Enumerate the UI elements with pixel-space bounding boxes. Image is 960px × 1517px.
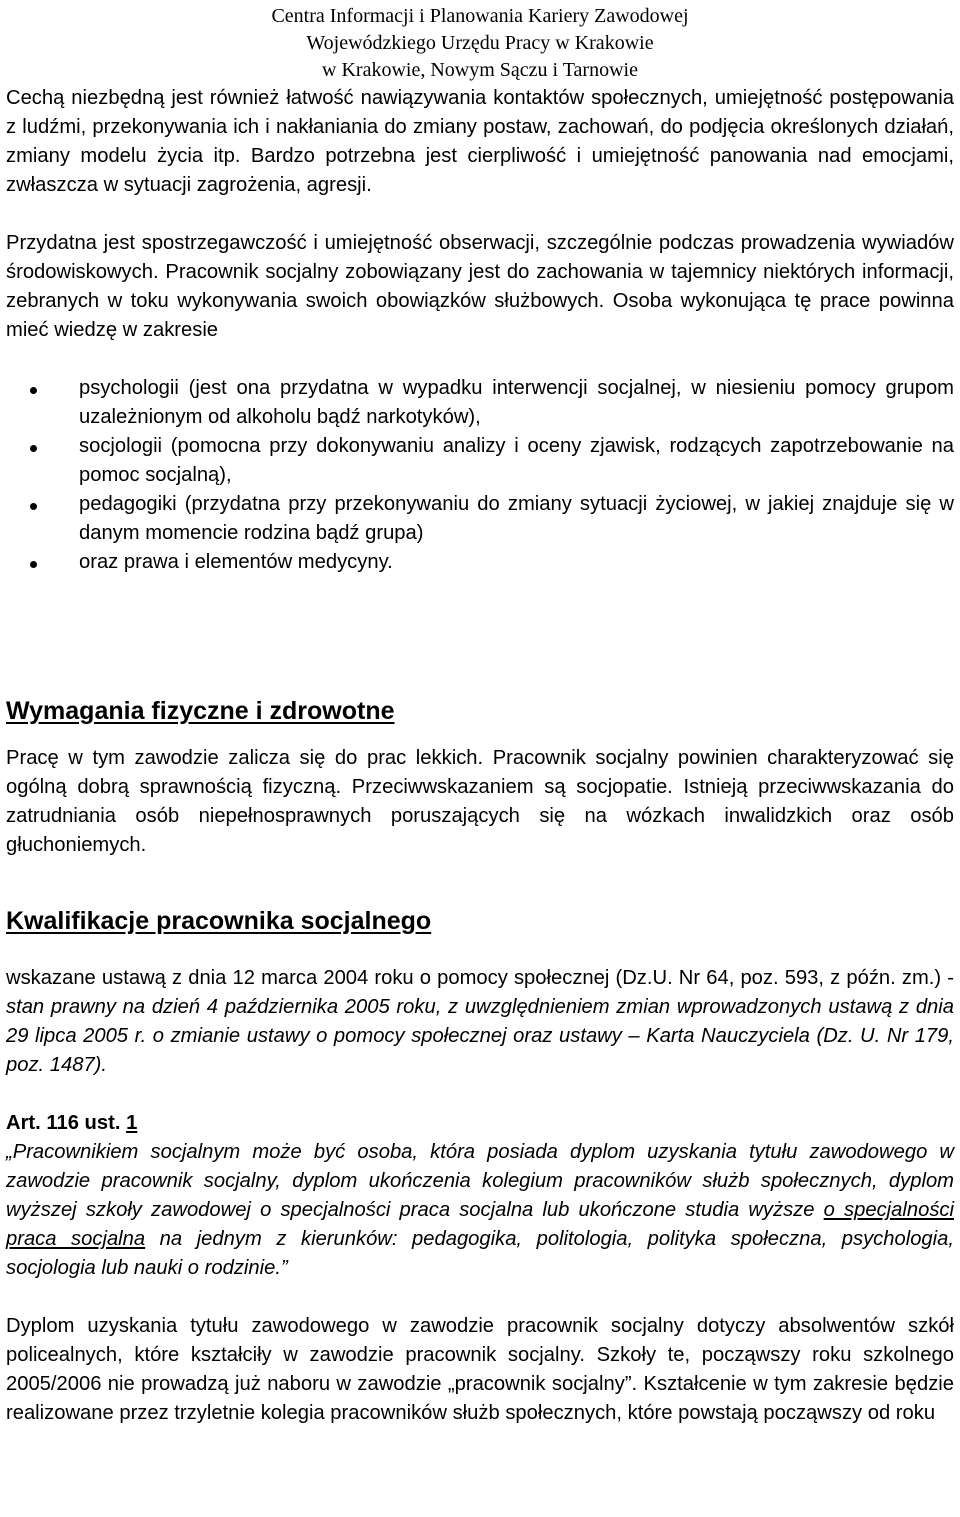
paragraph-physical-requirements: Pracę w tym zawodzie zalicza się do prac lekkich. Pracownik socjalny powinien charakteryzować się ogólną dobrą sprawnością fizyczną. Przeciwwskazaniem są socjopatie. Istnieją przeciwwskazania do zatrudniania osób niepełnosprawnych poruszających się na wózkach inwalidzkich oraz osób głuchoniemych. bbox=[6, 747, 954, 856]
document-body bbox=[6, 84, 954, 1424]
article-number: 1 bbox=[126, 1112, 138, 1134]
header-line-3: w Krakowie, Nowym Sączu i Tarnowie bbox=[322, 59, 638, 81]
paragraph-social-skills: Cechą niezbędną jest również łatwość nawiązywania kontaktów społecznych, umiejętność postępowania z ludźmi, przekonywania ich i nakłaniania do zmiany postaw, zachowań, do podjęcia określonych działań, zmiany modelu życia itp. Bardzo potrzebna jest cierpliwość i umiejętność panowania nad emocjami, zwłaszcza w sytuacji zagrożenia, agresji. bbox=[6, 87, 954, 196]
quote-underlined-text: o specjalności praca socjalna bbox=[6, 1199, 954, 1250]
legal-basis-text: wskazane ustawą z dnia 12 marca 2004 roku o pomocy społecznej (Dz.U. Nr 64, poz. 593, z późn. zm.) - bbox=[6, 967, 954, 989]
list-item: oraz prawa i elementów medycyny. bbox=[6, 548, 954, 577]
document-header bbox=[0, 0, 960, 84]
list-item: psychologii (jest ona przydatna w wypadku interwencji socjalnej, w niesieniu pomocy grupom uzależnionym od alkoholu bądź narkotyków), bbox=[6, 374, 954, 432]
section-heading-qualifications: Kwalifikacje pracownika socjalnego bbox=[6, 907, 432, 935]
list-item: pedagogiki (przydatna przy przekonywaniu do zmiany sytuacji życiowej, w jakiej znajduje się w danym momencie rodzina bądź grupa) bbox=[6, 490, 954, 548]
article-reference bbox=[6, 1109, 954, 1138]
paragraph-observation: Przydatna jest spostrzegawczość i umiejętność obserwacji, szczególnie podczas prowadzenia wywiadów środowiskowych. Pracownik socjalny zobowiązany jest do zachowania w tajemnicy niektórych informacji, zebranych w toku wykonywania swoich obowiązków służbowych. Osoba wykonująca tę prace powinna mieć wiedzę w zakresie bbox=[6, 232, 954, 341]
section-heading-physical-requirements: Wymagania fizyczne i zdrowotne bbox=[6, 697, 395, 725]
paragraph-article-quote bbox=[6, 1138, 954, 1283]
paragraph-legal-basis bbox=[6, 964, 954, 1080]
header-line-2: Wojewódzkiego Urzędu Pracy w Krakowie bbox=[306, 32, 654, 54]
article-prefix: Art. 116 ust. bbox=[6, 1112, 121, 1134]
quote-text-start: „Pracownikiem socjalnym może być osoba, która posiada dyplom uzyskania tytułu zawodowego w zawodzie pracownik socjalny, dyplom ukończenia kolegium pracowników służb społecznych, dyplom wyższej szkoły zawodowej o specjalności praca socjalna lub ukończone studia wyższe bbox=[6, 1141, 954, 1221]
header-line-1: Centra Informacji i Planowania Kariery Zawodowej bbox=[271, 5, 689, 27]
paragraph-diploma: Dyplom uzyskania tytułu zawodowego w zawodzie pracownik socjalny dotyczy absolwentów szkół policealnych, które kształciły w zawodzie pracownik socjalny. Szkoły te, począwszy roku szkolnego 2005/2006 nie prowadzą już naboru w zawodzie „pracownik socjalny”. Kształcenie w tym zakresie będzie realizowane przez trzyletnie kolegia pracowników służb społecznych, które powstają począwszy od roku bbox=[6, 1315, 954, 1424]
quote-text-end: na jednym z kierunków: pedagogika, politologia, polityka społeczna, psychologia, socjologia lub nauki o rodzinie.” bbox=[6, 1228, 954, 1279]
legal-status-text: stan prawny na dzień 4 października 2005 roku, z uwzględnieniem zmian wprowadzonych ustawą z dnia 29 lipca 2005 r. o zmianie ustawy o pomocy społecznej oraz ustawy – Karta Nauczyciela (Dz. U. Nr 179, poz. 1487). bbox=[6, 996, 954, 1076]
list-item: socjologii (pomocna przy dokonywaniu analizy i oceny zjawisk, rodzących zapotrzebowanie na pomoc socjalną), bbox=[6, 432, 954, 490]
knowledge-list bbox=[6, 374, 954, 577]
